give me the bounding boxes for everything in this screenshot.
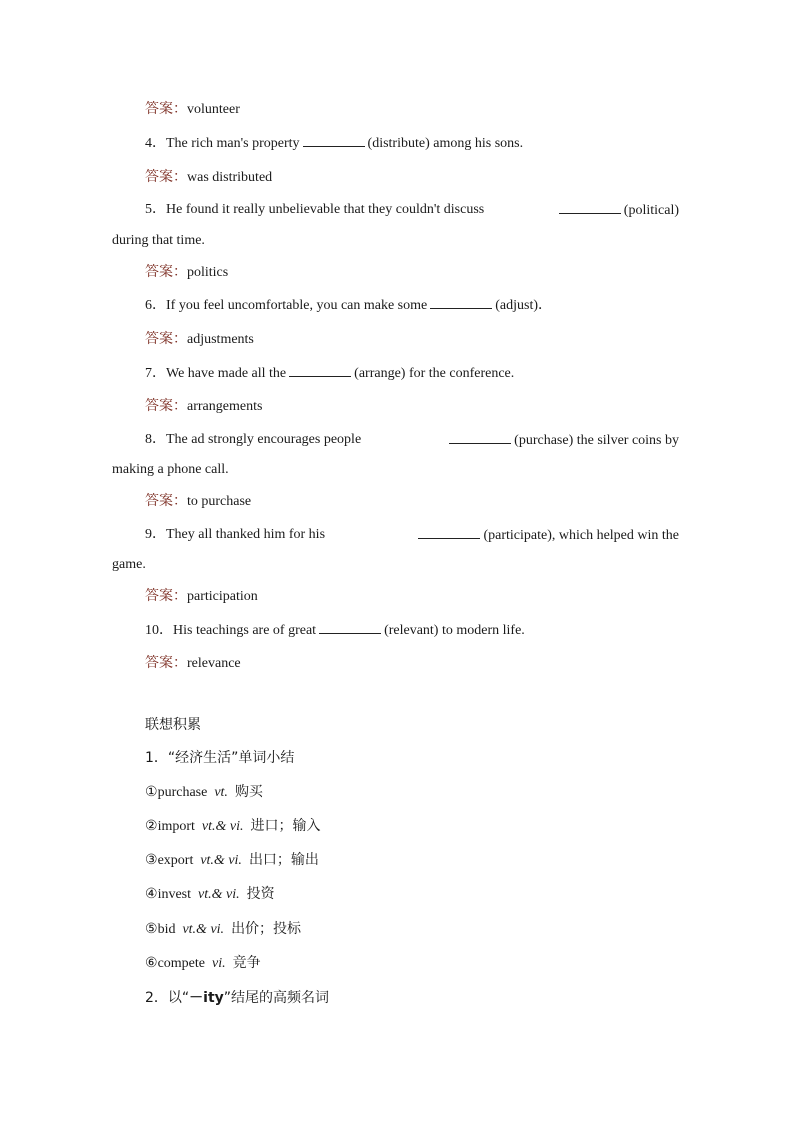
question-6 [145, 296, 552, 315]
answer-text: was distributed [187, 170, 273, 185]
word: export [157, 853, 194, 868]
subsection-title: 1．“经济生活”单词小结 [145, 750, 295, 766]
answer-blank [303, 134, 365, 147]
answer-label: 答案： [145, 398, 187, 414]
question-text-after: (political) [623, 203, 679, 218]
suffix-term: －ity [189, 990, 224, 1006]
answer-blank [430, 296, 492, 309]
question-continuation: making a phone call. [112, 462, 229, 477]
question-4 [145, 134, 523, 153]
question-8 [145, 431, 679, 450]
circled-number: ⑤ [145, 922, 158, 937]
answer-text: adjustments [187, 332, 254, 347]
answer-text: relevance [187, 656, 241, 671]
word-meaning: 购买 [234, 784, 263, 800]
word-item [145, 920, 301, 939]
question-number: 9． [145, 527, 166, 542]
part-of-speech: vt.& vi. [182, 922, 225, 937]
question-number: 4． [145, 136, 166, 151]
question-7 [145, 364, 514, 383]
answer-line [145, 492, 251, 511]
part-of-speech: vt.& vi. [201, 819, 244, 834]
subsection-prefix: 2．以“ [145, 990, 190, 1006]
answer-blank [289, 364, 351, 377]
answer-label: 答案： [145, 331, 187, 347]
answer-label: 答案： [145, 101, 187, 117]
question-number: 7． [145, 366, 166, 381]
word-meaning: 出价；投标 [231, 921, 302, 937]
question-number: 8． [145, 432, 166, 447]
subsection-title [145, 989, 329, 1007]
question-continuation: game. [112, 557, 146, 572]
answer-line [145, 263, 228, 282]
answer-blank [449, 431, 511, 444]
question-text-before: They all thanked him for his [166, 527, 326, 542]
question-text-after: (distribute) among his sons. [367, 136, 524, 151]
section-title: 联想积累 [145, 717, 201, 733]
question-text-before: He found it really unbelievable that they couldn't discuss [166, 202, 485, 217]
answer-text: to purchase [187, 494, 252, 509]
circled-number: ④ [145, 887, 158, 902]
word-meaning: 出口；输出 [248, 852, 319, 868]
word-item [145, 885, 275, 904]
circled-number: ② [145, 819, 158, 834]
part-of-speech: vt. [214, 785, 228, 800]
word: bid [157, 922, 176, 937]
answer-line [145, 100, 240, 119]
word-item [145, 817, 321, 836]
answer-text: politics [187, 265, 229, 280]
answer-text: volunteer [187, 102, 240, 117]
word-meaning: 竞争 [232, 955, 261, 971]
circled-number: ① [145, 785, 158, 800]
answer-line [145, 168, 272, 187]
question-text-before: The rich man's property [166, 136, 300, 151]
word-meaning: 投资 [246, 886, 275, 902]
answer-blank [559, 201, 621, 214]
question-text-before: The ad strongly encourages people [166, 432, 362, 447]
part-of-speech: vt.& vi. [198, 887, 240, 902]
question-text-after: (arrange) for the conference. [354, 366, 515, 381]
question-number: 10． [145, 623, 173, 638]
answer-text: arrangements [187, 399, 263, 414]
answer-blank [418, 526, 480, 539]
answer-text: participation [187, 589, 258, 604]
question-text-after: (participate), which helped win the [483, 528, 679, 543]
question-text-after: (adjust)． [495, 298, 553, 313]
part-of-speech: vt.& vi. [200, 853, 242, 868]
answer-label: 答案： [145, 169, 187, 185]
question-number: 6． [145, 298, 166, 313]
word-item [145, 783, 263, 802]
question-10 [145, 621, 525, 640]
question-number: 5． [145, 202, 166, 217]
answer-blank [319, 621, 381, 634]
word-item [145, 851, 319, 870]
circled-number: ⑥ [145, 956, 158, 971]
circled-number: ③ [145, 853, 158, 868]
answer-label: 答案： [145, 264, 187, 280]
part-of-speech: vi. [211, 956, 226, 971]
word: purchase [157, 785, 208, 800]
subsection-suffix: ”结尾的高频名词 [223, 990, 330, 1006]
question-9 [145, 526, 679, 545]
question-text-before: If you feel uncomfortable, you can make some [166, 298, 428, 313]
answer-line [145, 397, 262, 416]
answer-line [145, 587, 258, 606]
word-meaning: 进口；输入 [250, 818, 321, 834]
answer-line [145, 654, 241, 673]
answer-label: 答案： [145, 493, 187, 509]
question-text-after: (purchase) the silver coins by [514, 433, 679, 448]
answer-label: 答案： [145, 588, 187, 604]
word: compete [157, 956, 205, 971]
question-continuation: during that time. [112, 233, 205, 248]
word-item [145, 954, 261, 973]
answer-line [145, 330, 254, 349]
question-text-before: We have made all the [166, 366, 287, 381]
word: import [157, 819, 195, 834]
word: invest [157, 887, 192, 902]
answer-label: 答案： [145, 655, 187, 671]
question-5 [145, 201, 679, 220]
question-text-before: His teachings are of great [173, 623, 317, 638]
question-text-after: (relevant) to modern life. [384, 623, 525, 638]
